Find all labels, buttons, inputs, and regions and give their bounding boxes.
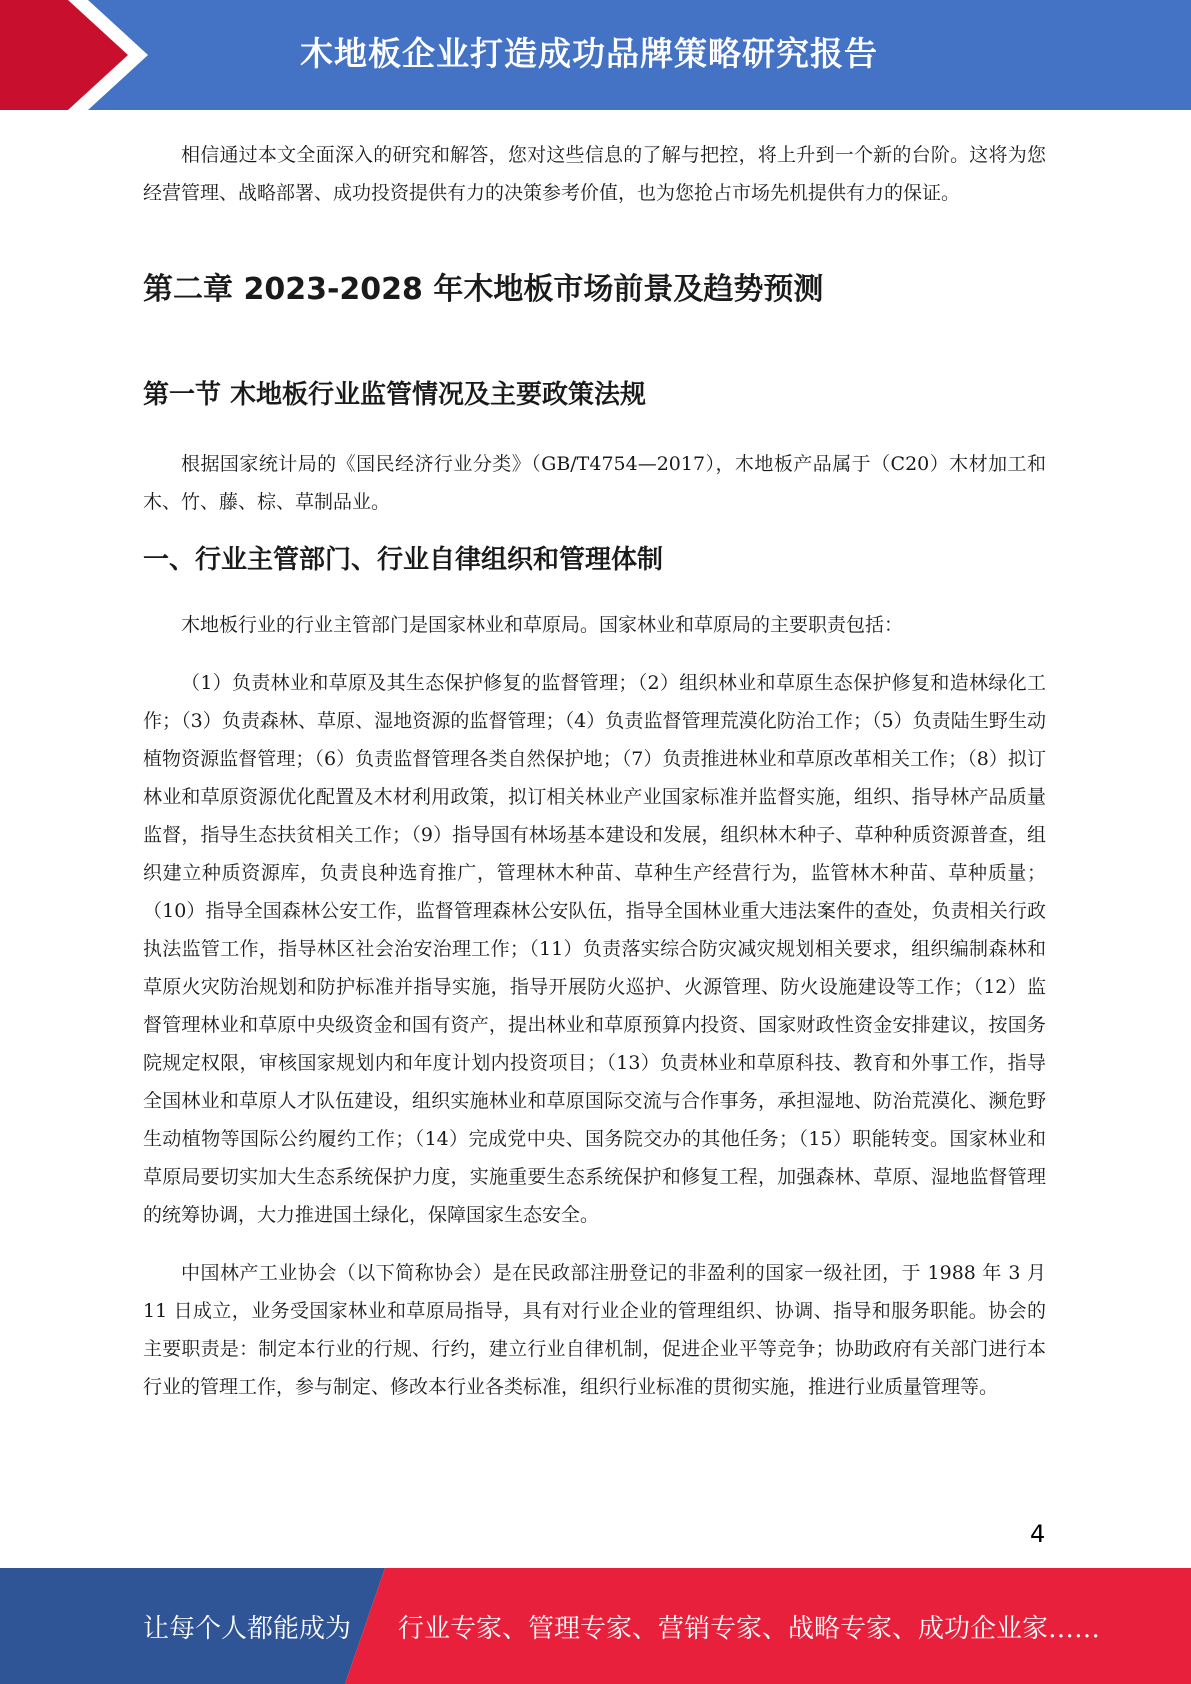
page-header [0, 0, 1191, 110]
section-paragraph: 根据国家统计局的《国民经济行业分类》（GB/T4754—2017），木地板产品属于（C20）木材加工和木、竹、藤、棕、草制品业。 [143, 453, 1046, 513]
footer-slogan-left: 让每个人都能成为 [143, 1614, 352, 1644]
page-number: 4 [1030, 1520, 1046, 1548]
header-title: 木地板企业打造成功品牌策略研究报告 [300, 34, 878, 73]
subsection-title: 一、行业主管部门、行业自律组织和管理体制 [143, 545, 664, 575]
footer-slogan-right: 行业专家、管理专家、营销专家、战略专家、成功企业家…… [398, 1614, 1101, 1644]
page-content [143, 130, 1046, 1406]
body-paragraph: 木地板行业的行业主管部门是国家林业和草原局。国家林业和草原局的主要职责包括： [181, 614, 904, 636]
chapter-title: 第二章 2023-2028 年木地板市场前景及趋势预测 [143, 272, 824, 307]
body-paragraph: 中国林产工业协会（以下简称协会）是在民政部注册登记的非盈利的国家一级社团，于 1988 年 3 月 11 日成立，业务受国家林业和草原局指导，具有对行业企业的管理组织、协调、指导和服务职能。协会的主要职责是：制定本行业的行规、行约，建立行业自律机制，促进企业平等竞争；协助政府有关部门进行本行业的管理工作，参与制定、修改本行业各类标准，组织行业标准的贯彻实施，推进行业质量管理等。 [143, 1262, 1046, 1398]
page-footer [0, 1568, 1191, 1684]
section-title: 第一节 木地板行业监管情况及主要政策法规 [143, 380, 647, 410]
intro-paragraph: 相信通过本文全面深入的研究和解答，您对这些信息的了解与把控，将上升到一个新的台阶。这将为您经营管理、战略部署、成功投资提供有力的决策参考价值，也为您抢占市场先机提供有力的保证。 [143, 144, 1046, 204]
body-paragraph: （1）负责林业和草原及其生态保护修复的监督管理；（2）组织林业和草原生态保护修复和造林绿化工作；（3）负责森林、草原、湿地资源的监督管理；（4）负责监督管理荒漠化防治工作；（5）负责陆生野生动植物资源监督管理；（6）负责监督管理各类自然保护地；（7）负责推进林业和草原改革相关工作；（8）拟订林业和草原资源优化配置及木材利用政策，拟订相关林业产业国家标准并监督实施，组织、指导林产品质量监督，指导生态扶贫相关工作；（9）指导国有林场基本建设和发展，组织林木种子、草种种质资源普查，组织建立种质资源库，负责良种选育推广，管理林木种苗、草种生产经营行为，监管林木种苗、草种质量；（10）指导全国森林公安工作，监督管理森林公安队伍，指导全国林业重大违法案件的查处，负责相关行政执法监管工作，指导林区社会治安治理工作；（11）负责落实综合防灾减灾规划相关要求，组织编制森林和草原火灾防治规划和防护标准并指导实施，指导开展防火巡护、火源管理、防火设施建设等工作；（12）监督管理林业和草原中央级资金和国有资产，提出林业和草原预算内投资、国家财政性资金安排建议，按国务院规定权限，审核国家规划内和年度计划内投资项目；（13）负责林业和草原科技、教育和外事工作，指导全国林业和草原人才队伍建设，组织实施林业和草原国际交流与合作事务，承担湿地、防治荒漠化、濒危野生动植物等国际公约履约工作；（14）完成党中央、国务院交办的其他任务；（15）职能转变。国家林业和草原局要切实加大生态系统保护力度，实施重要生态系统保护和修复工程，加强森林、草原、湿地监督管理的统筹协调，大力推进国土绿化，保障国家生态安全。 [143, 672, 1046, 1226]
